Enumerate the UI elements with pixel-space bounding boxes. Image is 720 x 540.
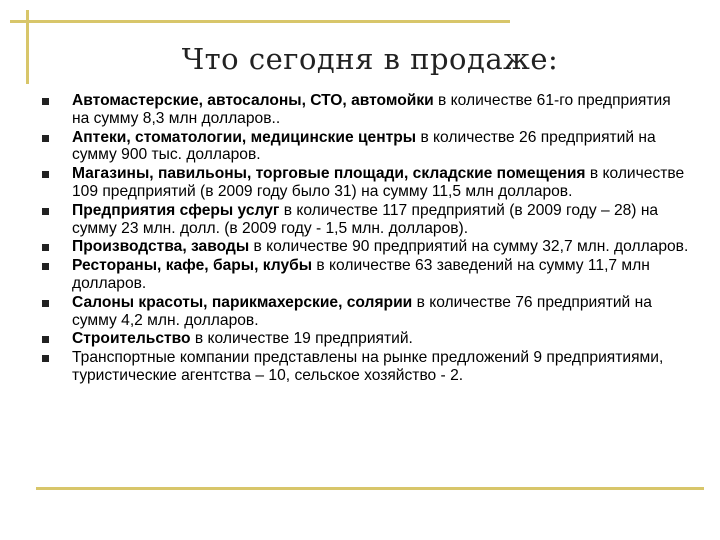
item-text: в количестве 19 предприятий.	[190, 330, 413, 348]
square-bullet-icon	[42, 98, 49, 105]
item-text: в количестве 76 предприятий на сумму 4,2 млн. долларов.	[72, 293, 652, 329]
list-item	[40, 257, 690, 293]
top-rule	[10, 20, 510, 23]
list-item	[40, 330, 690, 348]
square-bullet-icon	[42, 336, 49, 343]
item-text: в количестве 26 предприятий на сумму 900 тыс. долларов.	[72, 128, 656, 164]
item-bold-text: Салоны красоты, парикмахерские, солярии	[72, 293, 413, 311]
square-bullet-icon	[42, 244, 49, 251]
bullet-list	[40, 92, 690, 386]
list-item	[40, 349, 690, 385]
square-bullet-icon	[42, 208, 49, 215]
item-text: в количестве 109 предприятий (в 2009 году было 31) на сумму 11,5 млн долларов.	[72, 165, 685, 200]
item-text: Транспортные компании представлены на рынке предложений 9 предприятиями, туристические агентства – 10, сельское хозяйство - 2.	[72, 349, 664, 384]
square-bullet-icon	[42, 355, 49, 362]
item-bold-text: Строительство	[72, 330, 191, 348]
item-text: в количестве 63 заведений на сумму 11,7 млн долларов.	[72, 257, 650, 292]
list-item	[40, 202, 690, 238]
list-item	[40, 129, 690, 165]
list-item	[40, 294, 690, 330]
list-item	[40, 238, 690, 256]
item-bold-text: Предприятия сферы услуг	[72, 201, 280, 219]
item-bold-text: Магазины, павильоны, торговые площади, складские помещения	[72, 165, 586, 183]
square-bullet-icon	[42, 135, 49, 142]
item-bold-text: Автомастерские, автосалоны, СТО, автомойки	[72, 92, 434, 109]
item-text: в количестве 61-го предприятия на сумму 8,3 млн долларов..	[72, 92, 671, 127]
item-bold-text: Производства, заводы	[72, 238, 250, 256]
item-text: в количестве 90 предприятий на сумму 32,7 млн. долларов.	[249, 238, 689, 256]
item-bold-text: Рестораны, кафе, бары, клубы	[72, 257, 313, 275]
list-item	[40, 165, 690, 201]
square-bullet-icon	[42, 171, 49, 178]
slide-title: Что сегодня в продаже:	[181, 42, 559, 76]
item-bold-text: Аптеки, стоматологии, медицинские центры	[72, 128, 417, 146]
item-text: в количестве 117 предприятий (в 2009 году – 28) на сумму 23 млн. долл. (в 2009 году - 1,5 млн. долларов).	[72, 201, 659, 237]
square-bullet-icon	[42, 300, 49, 307]
square-bullet-icon	[42, 263, 49, 270]
bottom-rule	[36, 487, 704, 490]
list-item	[40, 92, 690, 128]
